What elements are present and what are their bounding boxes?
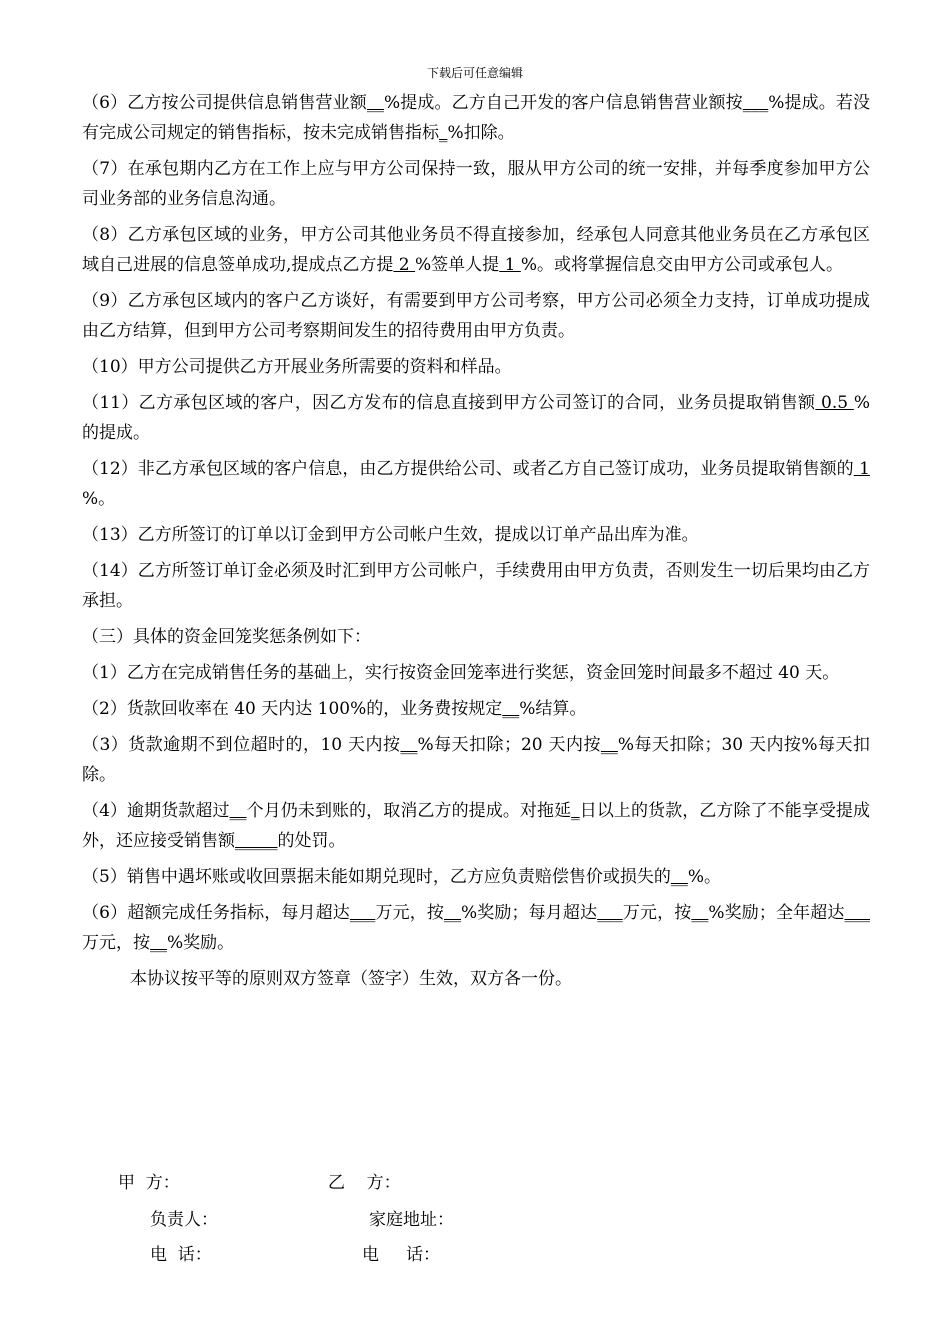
reward-clause-4 <box>82 796 870 856</box>
fill-in-blank: __ <box>150 933 167 953</box>
clause-text: （4）逾期货款超过 <box>82 801 230 821</box>
section-3-heading <box>82 622 870 652</box>
clause-text: %的提成。 <box>82 393 870 443</box>
fill-in-blank: 0.5 <box>815 393 854 413</box>
clause-text: （7）在承包期内乙方在工作上应与甲方公司保持一致，服从甲方公司的统一安排，并每季度参加甲方公司业务部的业务信息沟通。 <box>82 159 870 209</box>
clause-text: 本协议按平等的原则双方签章（签字）生效，双方各一份。 <box>130 969 572 989</box>
clause-text: %奖励。 <box>167 933 235 953</box>
reward-clause-6 <box>82 898 870 958</box>
fill-in-blank: _____ <box>235 831 278 851</box>
clause-12 <box>82 454 870 514</box>
clause-14 <box>82 556 870 616</box>
clause-text: （14）乙方所签订单订金必须及时汇到甲方公司帐户，手续费用由甲方负责，否则发生一切后果均由乙方承担。 <box>82 561 870 611</box>
fill-in-blank: __ <box>600 735 618 755</box>
clause-7 <box>82 154 870 214</box>
clause-text: %每天扣除；30 天内按%每天扣除。 <box>82 735 870 785</box>
clause-text: 万元，按 <box>82 933 150 953</box>
clause-6a <box>82 88 870 148</box>
clause-text: 的处罚。 <box>277 831 346 851</box>
clause-text: 万元，按 <box>622 903 692 923</box>
fill-in-blank: _ <box>439 123 448 143</box>
fill-in-blank: 1 <box>499 255 521 275</box>
fill-in-blank: 2 <box>393 255 416 275</box>
fill-in-blank: __ <box>691 903 709 923</box>
fill-in-blank: ___ <box>844 903 871 923</box>
clause-13 <box>82 520 870 550</box>
clause-text: %提成。若没有完成公司规定的销售指标，按未完成销售指标 <box>82 93 870 143</box>
fill-in-blank: __ <box>229 801 247 821</box>
fill-in-blank: ___ <box>742 93 769 113</box>
party-a-phone-label: 电 话： <box>150 1245 212 1265</box>
party-b-phone-label: 电 话： <box>362 1245 441 1265</box>
fill-in-blank: ___ <box>597 903 623 923</box>
clause-text: （6）超额完成任务指标，每月超达 <box>82 903 350 923</box>
clause-text: （5）销售中遇坏账或收回票据未能如期兑现时，乙方应负责赔偿售价或损失的 <box>82 867 671 887</box>
clause-text: 万元，按 <box>375 903 444 923</box>
reward-clause-5 <box>82 862 870 892</box>
clause-text: %签单人提 <box>415 255 500 275</box>
clause-text: （9）乙方承包区域内的客户乙方谈好，有需要到甲方公司考察，甲方公司必须全力支持，订单成功提成由乙方结算，但到甲方公司考察期间发生的招待费用由甲方负责。 <box>82 291 870 341</box>
clause-text: 日以上的货款，乙方除了不能享受提成外，还应接受销售额 <box>82 801 871 851</box>
clause-text: 个月仍未到账的，取消乙方的提成。对拖延 <box>246 801 572 821</box>
party-a-person-label: 负责人： <box>150 1210 218 1230</box>
fill-in-blank: __ <box>502 699 520 719</box>
clause-text: （10）甲方公司提供乙方开展业务所需要的资料和样品。 <box>82 357 512 377</box>
closing-statement <box>82 964 870 994</box>
clause-text: %每天扣除；20 天内按 <box>417 735 601 755</box>
party-a-label: 甲 方： <box>118 1173 180 1193</box>
party-b-address-label: 家庭地址： <box>369 1210 454 1230</box>
clause-text: （11）乙方承包区域的客户，因乙方发布的信息直接到甲方公司签订的合同，业务员提取销售额 <box>82 393 816 413</box>
page-header: 下载后可任意编辑 <box>426 66 523 80</box>
clause-text: %奖励；全年超达 <box>708 903 845 923</box>
reward-clause-1 <box>82 658 870 688</box>
fill-in-blank: ___ <box>349 903 376 923</box>
clause-text: %提成。乙方自己开发的客户信息销售营业额按 <box>383 93 743 113</box>
clause-text: （6）乙方按公司提供信息销售营业额 <box>82 93 367 113</box>
clause-9 <box>82 286 870 346</box>
clause-text: %。 <box>687 867 721 887</box>
clause-text: %结算。 <box>519 699 587 719</box>
clause-8 <box>82 220 870 280</box>
clause-text: （2）货款回收率在 40 天内达 100%的，业务费按规定 <box>82 699 503 719</box>
clause-text: %。 <box>82 489 116 509</box>
document-body <box>82 88 870 1000</box>
clause-text: %奖励；每月超达 <box>461 903 598 923</box>
fill-in-blank: _ <box>571 801 580 821</box>
clause-text: %。或将掌握信息交由甲方公司或承包人。 <box>520 255 843 275</box>
clause-text: %扣除。 <box>447 123 515 143</box>
fill-in-blank: __ <box>444 903 461 923</box>
fill-in-blank: 1 <box>853 459 870 479</box>
clause-text: （三）具体的资金回笼奖惩条例如下： <box>82 627 371 647</box>
fill-in-blank: __ <box>670 867 688 887</box>
reward-clause-3 <box>82 730 870 790</box>
clause-text: （12）非乙方承包区域的客户信息，由乙方提供给公司、或者乙方自己签订成功，业务员提取销售额的 <box>82 459 854 479</box>
fill-in-blank: __ <box>366 93 384 113</box>
clause-10 <box>82 352 870 382</box>
fill-in-blank: __ <box>400 735 418 755</box>
reward-clause-2 <box>82 694 870 724</box>
clause-text: （1）乙方在完成销售任务的基础上，实行按资金回笼率进行奖惩，资金回笼时间最多不超过 40 天。 <box>82 663 840 683</box>
clause-11 <box>82 388 870 448</box>
clause-text: （8）乙方承包区域的业务，甲方公司其他业务员不得直接参加，经承包人同意其他业务员在乙方承包区域自己进展的信息签单成功,提成点乙方提 <box>82 225 870 275</box>
party-b-label: 乙 方： <box>328 1173 401 1193</box>
clause-text: （3）货款逾期不到位超时的，10 天内按 <box>82 735 401 755</box>
clause-text: （13）乙方所签订的订单以订金到甲方公司帐户生效，提成以订单产品出库为准。 <box>82 525 699 545</box>
